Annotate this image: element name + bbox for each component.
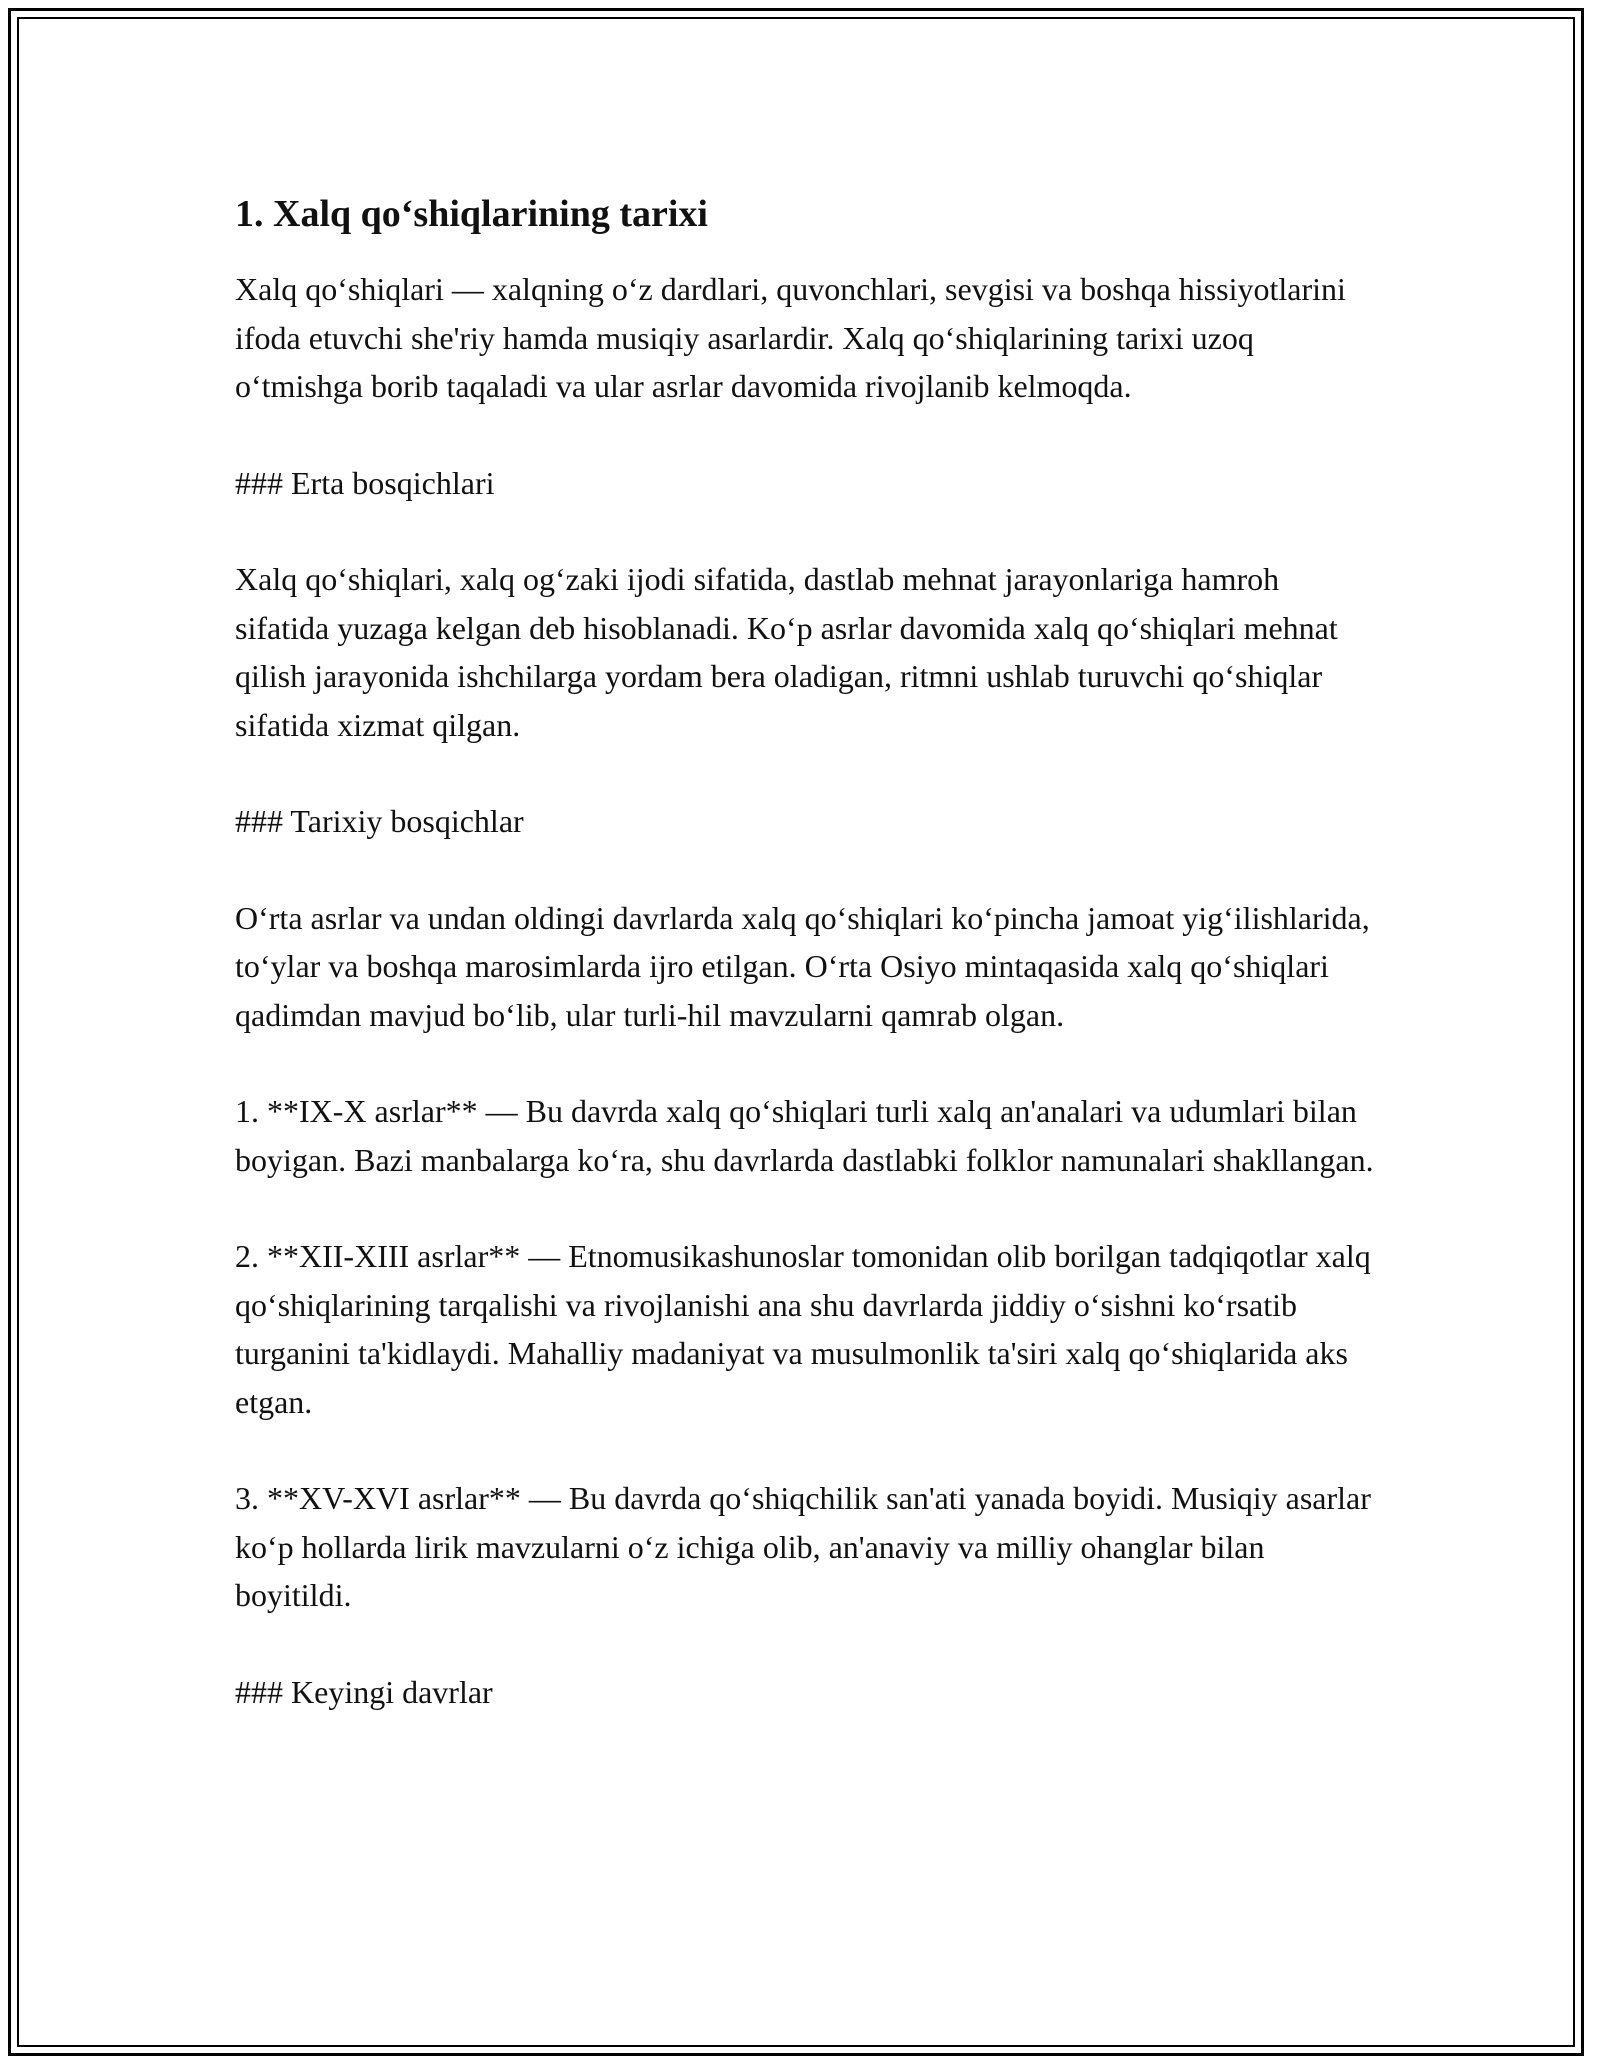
section-heading-later-periods: ### Keyingi davrlar (235, 1673, 493, 1710)
list-item-xv-xvi-centuries: 3. **XV-XVI asrlar** — Bu davrda qo‘shiqchilik san'ati yanada boyidi. Musiqiy asarlar ko‘p hollarda lirik mavzularni o‘z ichiga olib, an'anaviy va milliy ohanglar bilan boyitildi. (235, 1480, 1371, 1613)
section-heading-historical-stages: ### Tarixiy bosqichlar (235, 803, 524, 839)
historical-stages-paragraph: O‘rta asrlar va undan oldingi davrlarda xalq qo‘shiqlari ko‘pincha jamoat yig‘ilishlarida, to‘ylar va boshqa marosimlarda ijro etilgan. O‘rta Osiyo mintaqasida xalq qo‘shiqlari qadimdan mavjud bo‘lib, ular turli-hil mavzularni qamrab olgan. (235, 899, 1370, 1033)
document-title: 1. Xalq qo‘shiqlarining tarixi (235, 193, 708, 235)
early-stages-paragraph: Xalq qo‘shiqlari, xalq og‘zaki ijodi sifatida, dastlab mehnat jarayonlariga hamroh sifatida yuzaga kelgan deb hisoblanadi. Ko‘p asrlar davomida xalq qo‘shiqlari mehnat qilish jarayonida ishchilarga yordam bera oladigan, ritmni ushlab turuvchi qo‘shiqlar sifatida xizmat qilgan. (235, 561, 1338, 743)
section-heading-early-stages: ### Erta bosqichlari (235, 464, 495, 501)
list-item-ix-x-centuries: 1. **IX-X asrlar** — Bu davrda xalq qo‘shiqlari turli xalq an'analari va udumlari bilan boyigan. Bazi manbalarga ko‘ra, shu davrlarda dastlabki folklor namunalari shakllangan. (235, 1093, 1374, 1178)
document-body (235, 185, 1375, 1716)
list-item-xii-xiii-centuries: 2. **XII-XIII asrlar** — Etnomusikashunoslar tomonidan olib borilgan tadqiqotlar xalq qo‘shiqlarining tarqalishi va rivojlanishi ana shu davrlarda jiddiy o‘sishni ko‘rsatib turganini ta'kidlaydi. Mahalliy madaniyat va musulmonlik ta'siri xalq qo‘shiqlarida aks etgan. (235, 1238, 1371, 1420)
intro-paragraph: Xalq qo‘shiqlari — xalqning o‘z dardlari, quvonchlari, sevgisi va boshqa hissiyotlarini ifoda etuvchi she'riy hamda musiqiy asarlardir. Xalq qo‘shiqlarining tarixi uzoq o‘tmishga borib taqaladi va ular asrlar davomida rivojlanib kelmoqda. (235, 271, 1346, 404)
